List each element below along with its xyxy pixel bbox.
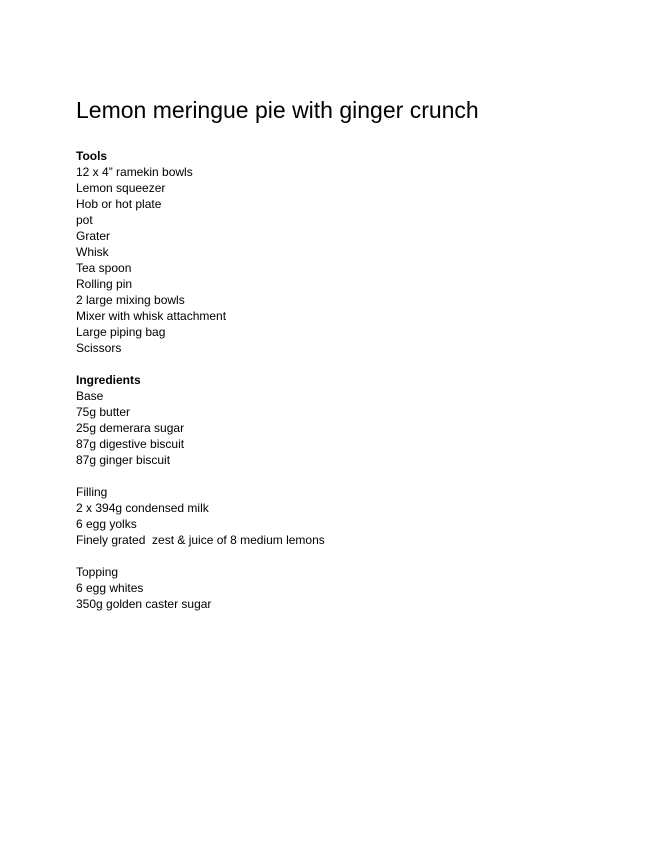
- tool-item: Tea spoon: [76, 261, 132, 275]
- tool-item: Scissors: [76, 341, 122, 355]
- tool-item: Lemon squeezer: [76, 181, 166, 195]
- recipe-content: [76, 148, 325, 612]
- recipe-title: Lemon meringue pie with ginger crunch: [76, 97, 479, 123]
- ingredient-item: Finely grated zest & juice of 8 medium lemons: [76, 533, 325, 547]
- ingredient-item: 87g digestive biscuit: [76, 437, 185, 451]
- ingredient-item: 6 egg yolks: [76, 517, 137, 531]
- topping-label: Topping: [76, 565, 119, 579]
- tool-item: Whisk: [76, 245, 109, 259]
- ingredients-heading: Ingredients: [76, 373, 141, 387]
- section-spacer: [76, 548, 325, 564]
- tool-item: pot: [76, 213, 93, 227]
- ingredient-item: 6 egg whites: [76, 581, 144, 595]
- tool-item: Grater: [76, 229, 111, 243]
- tools-heading: Tools: [76, 149, 108, 163]
- ingredient-item: 350g golden caster sugar: [76, 597, 212, 611]
- tool-item: 12 x 4” ramekin bowls: [76, 165, 193, 179]
- tool-item: Hob or hot plate: [76, 197, 162, 211]
- tool-item: 2 large mixing bowls: [76, 293, 185, 307]
- section-spacer: [76, 356, 325, 372]
- ingredient-item: 2 x 394g condensed milk: [76, 501, 209, 515]
- section-spacer: [76, 468, 325, 484]
- tool-item: Mixer with whisk attachment: [76, 309, 227, 323]
- ingredient-item: 25g demerara sugar: [76, 421, 185, 435]
- base-label: Base: [76, 389, 104, 403]
- ingredient-item: 87g ginger biscuit: [76, 453, 171, 467]
- tool-item: Large piping bag: [76, 325, 166, 339]
- tool-item: Rolling pin: [76, 277, 133, 291]
- ingredient-item: 75g butter: [76, 405, 131, 419]
- filling-label: Filling: [76, 485, 108, 499]
